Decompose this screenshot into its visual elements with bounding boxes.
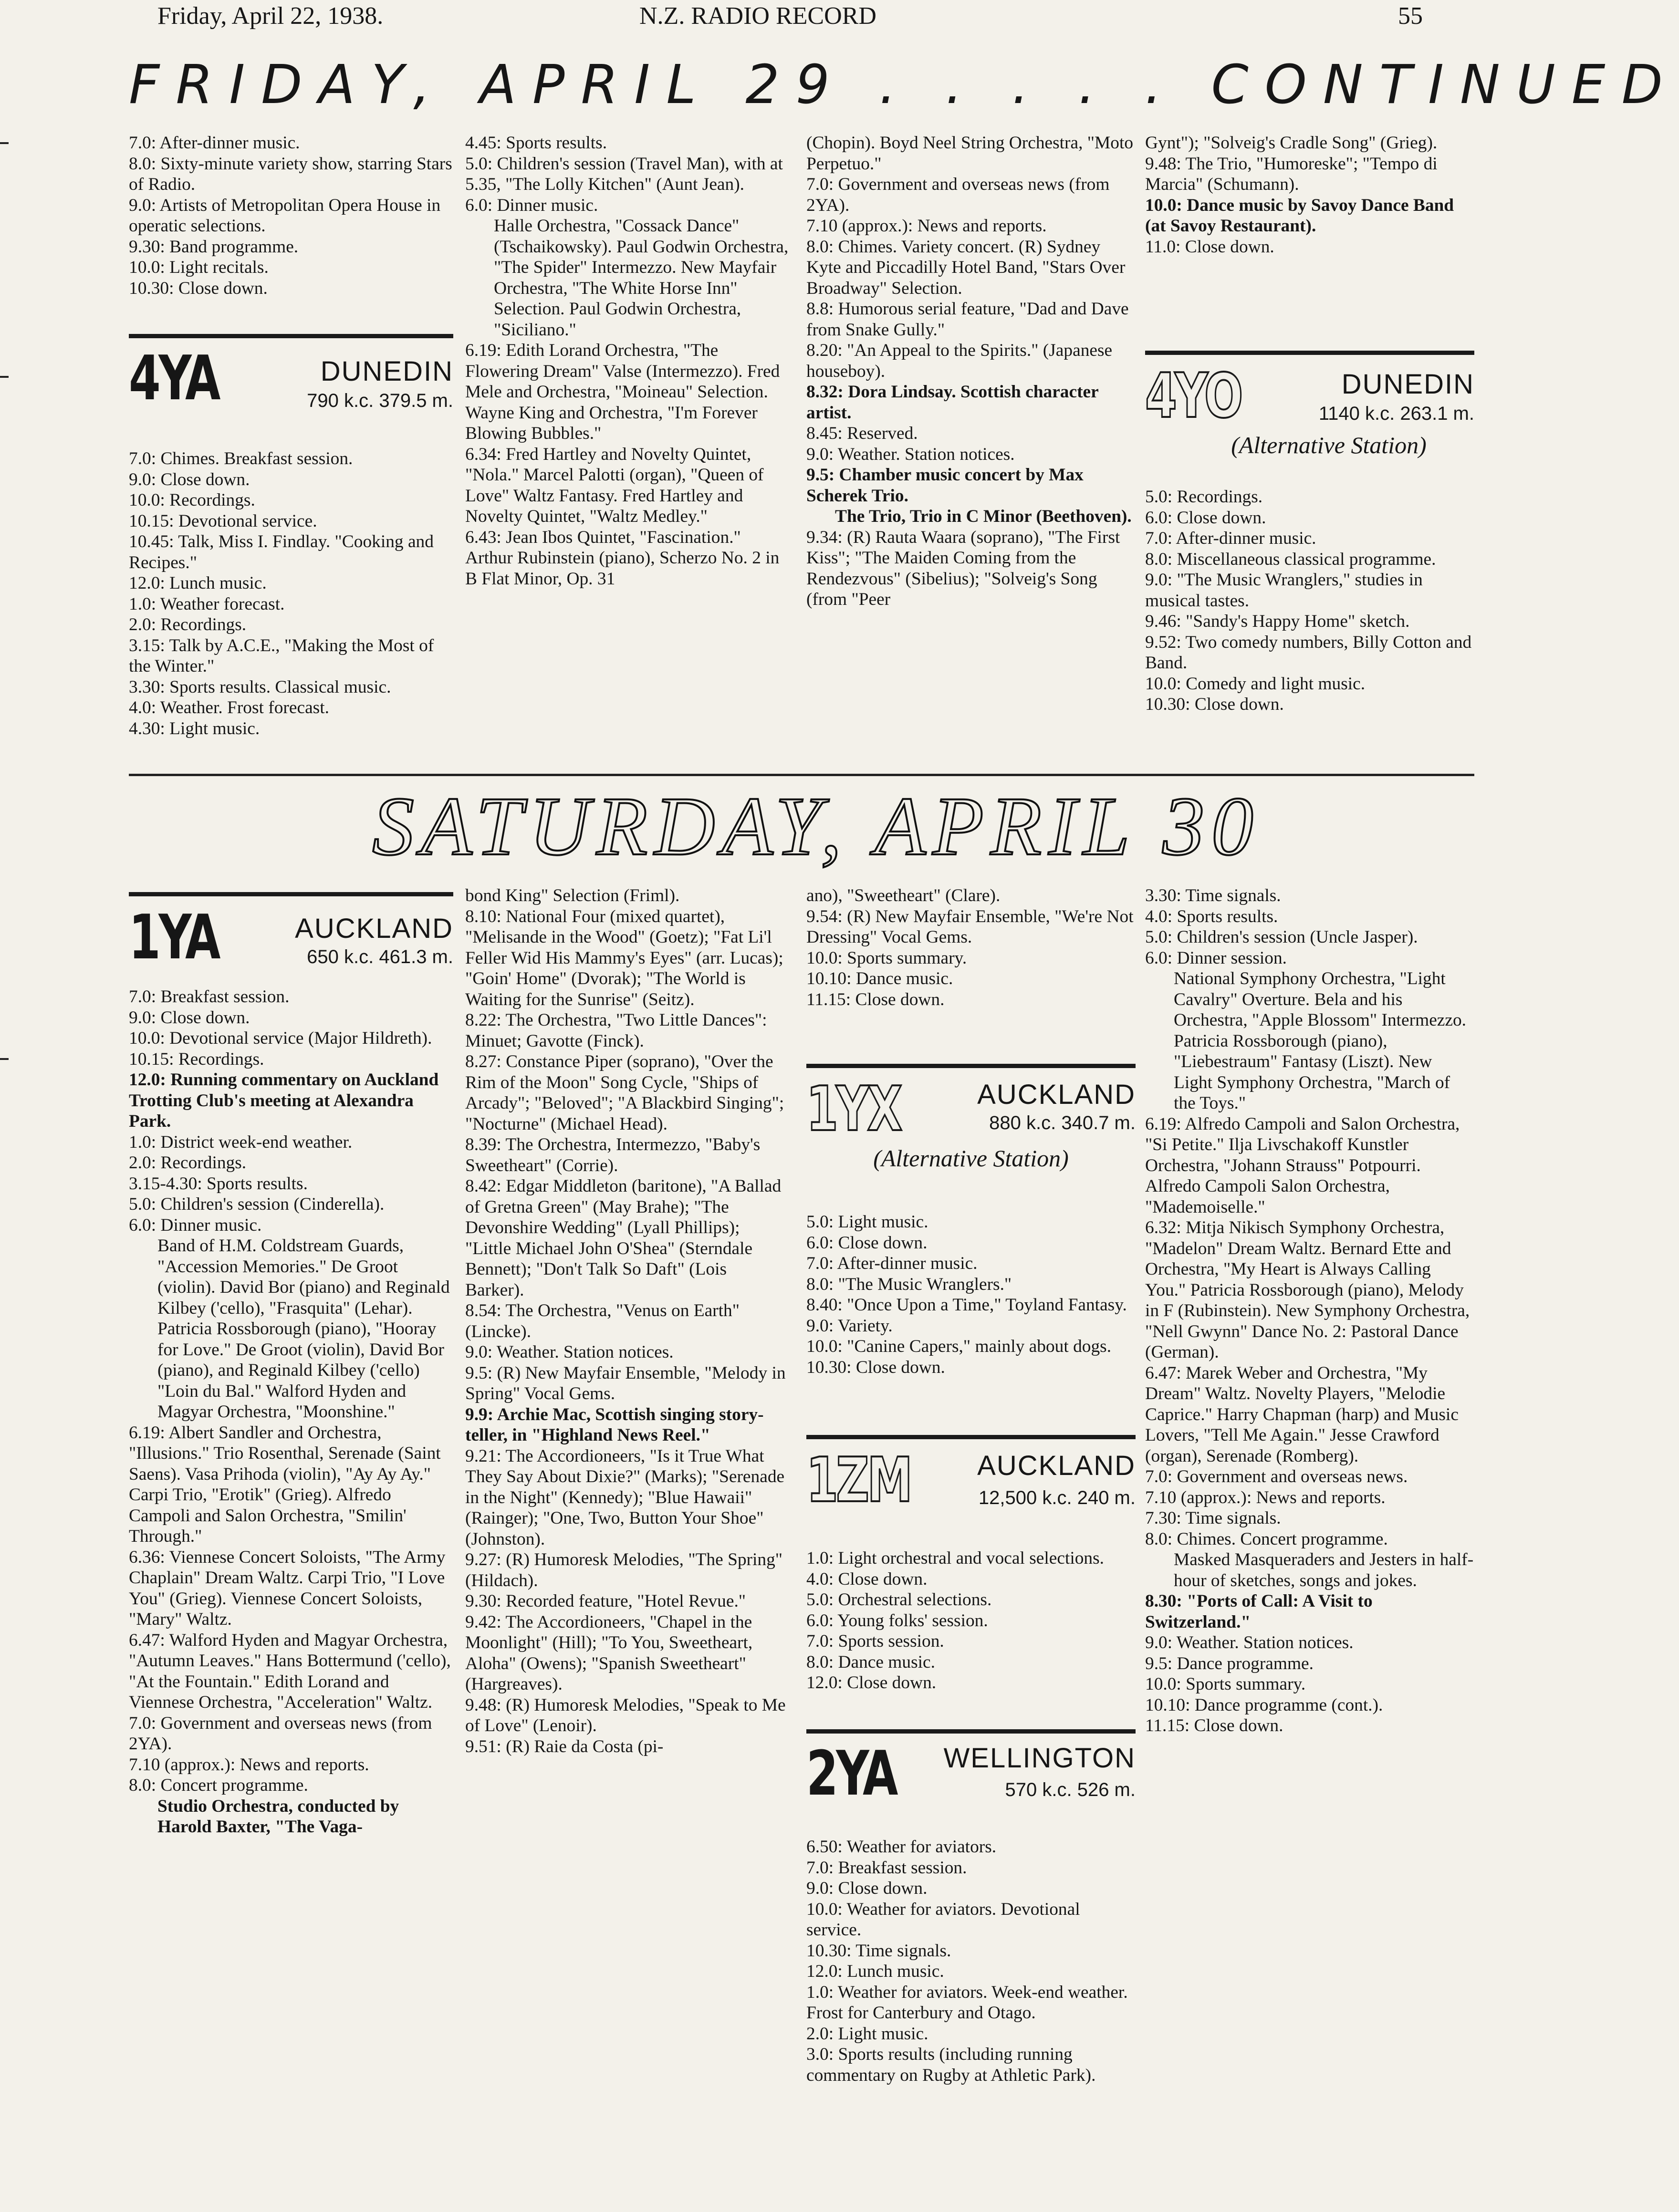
listing-entry: 7.0: Government and overseas news (from 2YA). (129, 1713, 432, 1754)
listing-entry: 1.0: Weather forecast. (129, 594, 285, 614)
issue-date: Friday, April 22, 1938. (157, 2, 384, 30)
listing-entry: 8.22: The Orchestra, "Two Little Dances": Minuet; Gavotte (Finck). (465, 1010, 767, 1051)
listing-entry: 11.15: Close down. (1145, 1716, 1283, 1735)
listing-entry: Gynt"); "Solveig's Cradle Song" (Grieg). (1145, 133, 1438, 153)
section-divider (129, 774, 1474, 776)
listing-entry: 8.45: Reserved. (806, 424, 918, 443)
saturday-heading: SATURDAY, APRIL 30 (372, 780, 1260, 873)
listing-entry: 8.0: Concert programme. (129, 1776, 308, 1795)
listing-entry: 8.27: Constance Piper (soprano), "Over the Rim of the Moon" Song Cycle, "Ships of Arcady"; "Beloved"; "A Blackbird Singing"; "Nocturne" (Michael Head). (465, 1052, 784, 1134)
listing-entry: 6.47: Marek Weber and Orchestra, "My Dream" Waltz. Novelty Players, "Melodie Caprice." Harry Chapman (harp) and Music Lovers, "Tell Me Again." Jesse Crawford (organ), Serenade (Romberg). (1145, 1363, 1459, 1466)
listing-entry: 7.10 (approx.): News and reports. (806, 216, 1047, 236)
listing-entry: 7.0: Government and overseas news. (1145, 1467, 1408, 1486)
listing-entry: 9.21: The Accordioneers, "Is it True What They Say About Dixie?" (Marks); "Serenade in the Night" (Kennedy); "Blue Hawaii" (Rainger); "One, Two, Button Your Shoe" (Johnston). (465, 1446, 785, 1549)
listing-entry: 4.30: Light music. (129, 718, 260, 738)
listing-entry: Band of H.M. Coldstream Guards, "Accession Memories." De Groot (violin). David Bor (piano) and Reginald Kilbey ('cello), "Frasquita" (Lehar). Patricia Rossborough (piano), "Hooray for Love." De Groot (violin), David Bor (piano), and Reginald Kilbey ('cello) "Loin du Bal." Walford Hyden and Magyar Orchestra, "Moonshine." (157, 1236, 450, 1422)
listing-entry: 6.0: Dinner session. (1145, 948, 1287, 968)
station-frequency: 650 k.c. 461.3 m. (307, 946, 453, 967)
column-3-1zm (806, 1548, 1136, 1720)
listing-entry: 6.0: Young folks' session. (806, 1610, 988, 1630)
listing-entry: 6.0: Close down. (806, 1233, 928, 1253)
listing-entry: 11.0: Close down. (1145, 237, 1274, 257)
margin-mark (0, 376, 9, 378)
listing-entry: 10.0: Dance music by Savoy Dance Band (at Savoy Restaurant). (1145, 195, 1454, 236)
listing-entry: 9.51: (R) Raie da Costa (pi- (465, 1736, 664, 1756)
listing-entry: 7.0: Breakfast session. (129, 987, 290, 1007)
listing-entry: 2.0: Light music. (806, 2024, 928, 2044)
listing-entry: 7.10 (approx.): News and reports. (129, 1755, 369, 1775)
listing-entry: 6.19: Alfredo Campoli and Salon Orchestra, "Si Petite." Ilja Livschakoff Kunstler Orchestra, "Johann Strauss" Potpourri. Alfredo Campoli Salon Orchestra, "Mademoiselle." (1145, 1114, 1460, 1217)
listing-entry: 10.30: Close down. (1145, 695, 1284, 714)
listing-entry: 3.15: Talk by A.C.E., "Making the Most of the Winter." (129, 635, 434, 676)
column-3-2ya (806, 1837, 1136, 2199)
column-4-friday-top (1145, 133, 1474, 333)
listing-entry: 10.30: Close down. (129, 278, 268, 298)
listing-entry: Halle Orchestra, "Cossack Dance" (Tschaikowsky). Paul Godwin Orchestra, "The Spider" Intermezzo. New Mayfair Orchestra, "The White Horse Inn" Selection. Paul Godwin Orchestra, "Siciliano." (494, 216, 789, 340)
listing-entry: 9.48: The Trio, "Humoreske"; "Tempo di Marcia" (Schumann). (1145, 154, 1438, 194)
listing-entry: 6.19: Edith Lorand Orchestra, "The Flowering Dream" Valse (Intermezzo). Fred Mele and Orchestra, "Moineau" Selection. Wayne King and Orchestra, "I'm Forever Blowing Bubbles." (465, 341, 780, 443)
listing-entry: 5.0: Light music. (806, 1212, 928, 1232)
listing-entry: 7.0: Sports session. (806, 1631, 944, 1651)
listing-entry: 12.0: Close down. (806, 1673, 937, 1693)
listing-entry: 3.30: Time signals. (1145, 886, 1281, 905)
listing-entry: 3.0: Sports results (including running commentary on Rugby at Athletic Park). (806, 2045, 1096, 2085)
column-4-saturday (1145, 885, 1474, 2202)
listing-entry: 6.0: Close down. (1145, 508, 1266, 528)
listing-entry: 5.0: Recordings. (1145, 487, 1263, 507)
page-number: 55 (1398, 2, 1423, 30)
column-3-saturday-top (806, 885, 1136, 1009)
listing-entry: 10.10: Dance music. (806, 969, 953, 988)
listing-entry: 8.32: Dora Lindsay. Scottish character artist. (806, 382, 1099, 423)
listing-entry: 8.42: Edgar Middleton (baritone), "A Ballad of Gretna Green" (May Brahe); "The Devonshire Wedding" (Lyall Phillips); "Little Michael John O'Shea" (Sterndale Bennett); "Don't Talk So Daft" (Lois Barker). (465, 1176, 782, 1300)
listing-entry: 4.0: Sports results. (1145, 906, 1278, 926)
listing-entry: 6.19: Albert Sandler and Orchestra, "Illusions." Trio Rosenthal, Serenade (Saint Saens). Vasa Prihoda (violin), "Ay Ay Ay." Carpi Trio, "Erotik" (Grieg). Alfredo Campoli and Salon Orchestra, "Smilin' Through." (129, 1423, 441, 1546)
listing-entry: 6.0: Dinner music. (129, 1215, 262, 1235)
listing-entry: 8.0: Miscellaneous classical programme. (1145, 549, 1436, 569)
listing-entry: 9.9: Archie Mac, Scottish singing story-teller, in "Highland News Reel." (465, 1404, 764, 1445)
listing-entry: 8.39: The Orchestra, Intermezzo, "Baby's Sweetheart" (Corrie). (465, 1135, 761, 1175)
listing-entry: 7.0: After-dinner music. (129, 133, 300, 153)
listing-entry: 9.52: Two comedy numbers, Billy Cotton and Band. (1145, 632, 1472, 673)
magazine-title: N.Z. RADIO RECORD (639, 2, 876, 30)
listing-entry: National Symphony Orchestra, "Light Cavalry" Overture. Bela and his Orchestra, "Apple Blossom" Intermezzo. Patricia Rossborough (piano), "Liebestraum" Fantasy (Liszt). New Light Symphony Orchestra, "March of the Toys." (1174, 969, 1467, 1113)
listing-entry: 4.45: Sports results. (465, 133, 607, 153)
listing-entry: 9.0: "The Music Wranglers," studies in musical tastes. (1145, 570, 1423, 611)
listing-entry: 2.0: Recordings. (129, 615, 247, 634)
station-block-1ya (129, 892, 453, 987)
station-frequency: 1140 k.c. 263.1 m. (1318, 403, 1474, 424)
listing-entry: 4.0: Weather. Frost forecast. (129, 698, 329, 717)
listing-entry: 3.30: Sports results. Classical music. (129, 677, 391, 697)
listing-entry: 9.46: "Sandy's Happy Home" sketch. (1145, 612, 1410, 631)
listing-entry: 6.43: Jean Ibos Quintet, "Fascination." Arthur Rubinstein (piano), Scherzo No. 2 in B Flat Minor, Op. 31 (465, 527, 780, 589)
margin-mark (0, 1058, 9, 1060)
listing-entry: 1.0: Light orchestral and vocal selections. (806, 1548, 1105, 1568)
listing-entry: 9.34: (R) Rauta Waara (soprano), "The First Kiss"; "The Maiden Coming from the Rendezvous" (Sibelius); "Solveig's Song (from "Peer (806, 527, 1120, 609)
listing-entry: The Trio, Trio in C Minor (Beethoven). (835, 507, 1132, 526)
margin-mark (0, 142, 9, 144)
listing-entry: 12.0: Running commentary on Auckland Trotting Club's meeting at Alexandra Park. (129, 1070, 439, 1131)
listing-entry: 2.0: Recordings. (129, 1153, 247, 1173)
listing-entry: Studio Orchestra, conducted by Harold Baxter, "The Vaga- (157, 1796, 399, 1837)
listing-entry: 9.0: Variety. (806, 1316, 893, 1336)
listing-entry: 10.10: Dance programme (cont.). (1145, 1695, 1383, 1715)
station-block-4yo (1145, 351, 1474, 474)
listing-entry: Masked Masqueraders and Jesters in half-hour of sketches, songs and jokes. (1174, 1550, 1474, 1590)
listing-entry: 11.15: Close down. (806, 989, 945, 1009)
listing-entry: 10.0: Comedy and light music. (1145, 674, 1366, 694)
station-call-sign: 1YA (129, 902, 219, 973)
station-frequency: 570 k.c. 526 m. (1005, 1779, 1136, 1800)
column-1-saturday (129, 987, 453, 2174)
station-city: WELLINGTON (943, 1743, 1136, 1774)
listing-entry: 8.0: "The Music Wranglers." (806, 1274, 1012, 1294)
listing-entry: 7.0: Chimes. Breakfast session. (129, 449, 353, 468)
column-2-saturday (465, 885, 790, 2173)
listing-entry: 9.0: Close down. (806, 1879, 928, 1898)
listing-entry: bond King" Selection (Friml). (465, 886, 680, 905)
listing-entry: 4.0: Close down. (806, 1569, 928, 1589)
listing-entry: 9.5: (R) New Mayfair Ensemble, "Melody in Spring" Vocal Gems. (465, 1363, 786, 1403)
station-block-2ya (806, 1729, 1136, 1829)
listing-entry: 7.0: Breakfast session. (806, 1858, 967, 1878)
listing-entry: 8.40: "Once Upon a Time," Toyland Fantasy. (806, 1295, 1127, 1315)
listing-entry: 10.30: Close down. (806, 1357, 945, 1377)
listing-entry: 8.0: Chimes. Concert programme. (1145, 1529, 1388, 1549)
listing-entry: 9.48: (R) Humoresk Melodies, "Speak to Me of Love" (Lenoir). (465, 1695, 786, 1735)
listing-entry: 7.10 (approx.): News and reports. (1145, 1487, 1386, 1507)
listing-entry: 6.34: Fred Hartley and Novelty Quintet, "Nola." Marcel Palotti (organ), "Queen of Love" Waltz Fantasy. Fred Hartley and Novelty Quintet, "Waltz Medley." (465, 444, 764, 526)
listing-entry: 9.30: Recorded feature, "Hotel Revue." (465, 1591, 746, 1611)
listing-entry: 12.0: Lunch music. (806, 1962, 944, 1981)
listing-entry: (Chopin). Boyd Neel String Orchestra, "Moto Perpetuo." (806, 133, 1134, 174)
listing-entry: 6.36: Viennese Concert Soloists, "The Army Chaplain" Dream Waltz. Carpi Trio, "I Love You" (Grieg). Viennese Concert Soloists, "Mary" Waltz. (129, 1547, 446, 1629)
listing-entry: 1.0: Weather for aviators. Week-end weather. Frost for Canterbury and Otago. (806, 1982, 1128, 2023)
listing-entry: 10.0: Sports summary. (1145, 1674, 1306, 1694)
listing-entry: 9.0: Artists of Metropolitan Opera House in operatic selections. (129, 195, 441, 236)
listing-entry: 6.0: Dinner music. (465, 195, 598, 215)
station-call-sign: 1YX (806, 1074, 900, 1145)
listing-entry: 8.0: Sixty-minute variety show, starring Stars of Radio. (129, 154, 452, 194)
station-city: AUCKLAND (977, 1450, 1136, 1481)
station-block-1yx (806, 1064, 1136, 1183)
listing-entry: 10.15: Recordings. (129, 1049, 264, 1069)
listing-entry: 5.0: Children's session (Cinderella). (129, 1194, 385, 1214)
listing-entry: 9.0: Weather. Station notices. (1145, 1633, 1354, 1652)
listing-entry: 10.30: Time signals. (806, 1941, 951, 1961)
station-call-sign: 1ZM (806, 1445, 911, 1516)
listing-entry: 9.42: The Accordioneers, "Chapel in the Moonlight" (Hill); "To You, Sweetheart, Aloha" (Owens); "Spanish Sweetheart" (Hargreaves). (465, 1612, 753, 1694)
column-2-friday (465, 133, 790, 762)
station-city: DUNEDIN (1341, 369, 1474, 400)
listing-entry: 9.5: Dance programme. (1145, 1653, 1314, 1673)
friday-heading: FRIDAY, APRIL 29 . . . . . CONTINUED (129, 54, 1679, 116)
station-city: AUCKLAND (295, 913, 453, 944)
listing-entry: 7.0: After-dinner music. (1145, 529, 1316, 548)
listing-entry: 10.45: Talk, Miss I. Findlay. "Cooking and Recipes." (129, 532, 434, 572)
listing-entry: 12.0: Lunch music. (129, 573, 267, 593)
listing-entry: 9.27: (R) Humoresk Melodies, "The Spring" (Hildach). (465, 1550, 783, 1590)
column-3-friday (806, 133, 1136, 762)
listing-entry: 9.5: Chamber music concert by Max Scherek Trio. (806, 465, 1084, 506)
listing-entry: 9.54: (R) New Mayfair Ensemble, "We're Not Dressing" Vocal Gems. (806, 906, 1134, 947)
listing-entry: 5.0: Children's session (Uncle Jasper). (1145, 927, 1418, 947)
listing-entry: 9.30: Band programme. (129, 237, 299, 257)
column-3-1yx (806, 1212, 1136, 1422)
running-head (157, 2, 1427, 31)
station-block-1zm (806, 1435, 1136, 1539)
listing-entry: 8.20: "An Appeal to the Spirits." (Japanese houseboy). (806, 341, 1113, 381)
listing-entry: 1.0: District week-end weather. (129, 1132, 353, 1152)
listing-entry: 9.0: Weather. Station notices. (465, 1342, 674, 1362)
column-4-4yo (1145, 487, 1474, 763)
listing-entry: 9.0: Weather. Station notices. (806, 444, 1015, 464)
listing-entry: 6.47: Walford Hyden and Magyar Orchestra, "Autumn Leaves." Hans Bottermund ('cello), "At the Fountain." Edith Lorand and Viennese Orchestra, "Acceleration" Waltz. (129, 1630, 451, 1712)
listing-entry: 7.0: Government and overseas news (from 2YA). (806, 175, 1110, 215)
station-frequency: 12,500 k.c. 240 m. (978, 1487, 1136, 1508)
station-frequency: 880 k.c. 340.7 m. (989, 1112, 1136, 1133)
station-block-4ya (129, 334, 453, 424)
alternative-station-label: (Alternative Station) (1231, 432, 1427, 458)
listing-entry: 8.54: The Orchestra, "Venus on Earth" (Lincke). (465, 1301, 740, 1341)
listing-entry: 8.10: National Four (mixed quartet), "Melisande in the Wood" (Goetz); "Fat Li'l Feller Wid His Mammy's Eyes" (arr. Lucas); "Goin' Home" (Dvorak); "The World is Waiting for the Sunrise" (Seitz). (465, 906, 783, 1009)
listing-entry: 10.0: "Canine Capers," mainly about dogs. (806, 1337, 1112, 1356)
listing-entry: 10.0: Sports summary. (806, 948, 967, 968)
listing-entry: 10.0: Recordings. (129, 490, 255, 510)
listing-entry: 6.32: Mitja Nikisch Symphony Orchestra, "Madelon" Dream Waltz. Bernard Ette and Orchestra, "My Heart is Always Calling You." Patricia Rossborough (piano), Melody in F (Rubinstein). New Symphony Orchestra, "Nell Gwynn" Dance No. 2: Pastoral Dance (German). (1145, 1218, 1470, 1362)
listing-entry: 5.0: Children's session (Travel Man), with at 5.35, "The Lolly Kitchen" (Aunt Jean). (465, 154, 783, 194)
listing-entry: 10.15: Devotional service. (129, 511, 317, 531)
listing-entry: 10.0: Light recitals. (129, 258, 269, 277)
listing-entry: 10.0: Weather for aviators. Devotional service. (806, 1899, 1080, 1940)
column-1-4ya (129, 448, 453, 763)
listing-entry: 8.0: Chimes. Variety concert. (R) Sydney Kyte and Piccadilly Hotel Band, "Stars Over Broadway" Selection. (806, 237, 1126, 298)
listing-entry: 5.0: Orchestral selections. (806, 1590, 992, 1610)
listing-entry: 8.8: Humorous serial feature, "Dad and Dave from Snake Gully." (806, 299, 1129, 340)
station-frequency: 790 k.c. 379.5 m. (307, 390, 453, 411)
station-call-sign: 4YO (1145, 361, 1241, 432)
station-call-sign: 4YA (129, 343, 219, 414)
station-call-sign: 2YA (806, 1738, 896, 1809)
listing-entry: 10.0: Devotional service (Major Hildreth). (129, 1028, 432, 1048)
station-city: AUCKLAND (977, 1079, 1136, 1110)
listing-entry: ano), "Sweetheart" (Clare). (806, 886, 1001, 905)
listing-entry: 7.0: After-dinner music. (806, 1254, 978, 1273)
listing-entry: 8.0: Dance music. (806, 1652, 935, 1672)
listing-entry: 3.15-4.30: Sports results. (129, 1174, 308, 1194)
alternative-station-label: (Alternative Station) (873, 1145, 1069, 1172)
column-1-friday-top (129, 133, 453, 300)
listing-entry: 7.30: Time signals. (1145, 1508, 1281, 1528)
listing-entry: 8.30: "Ports of Call: A Visit to Switzerland." (1145, 1591, 1373, 1632)
listing-entry: 6.50: Weather for aviators. (806, 1837, 997, 1857)
listing-entry: 9.0: Close down. (129, 469, 250, 489)
listing-entry: 9.0: Close down. (129, 1007, 250, 1028)
station-city: DUNEDIN (320, 356, 453, 387)
